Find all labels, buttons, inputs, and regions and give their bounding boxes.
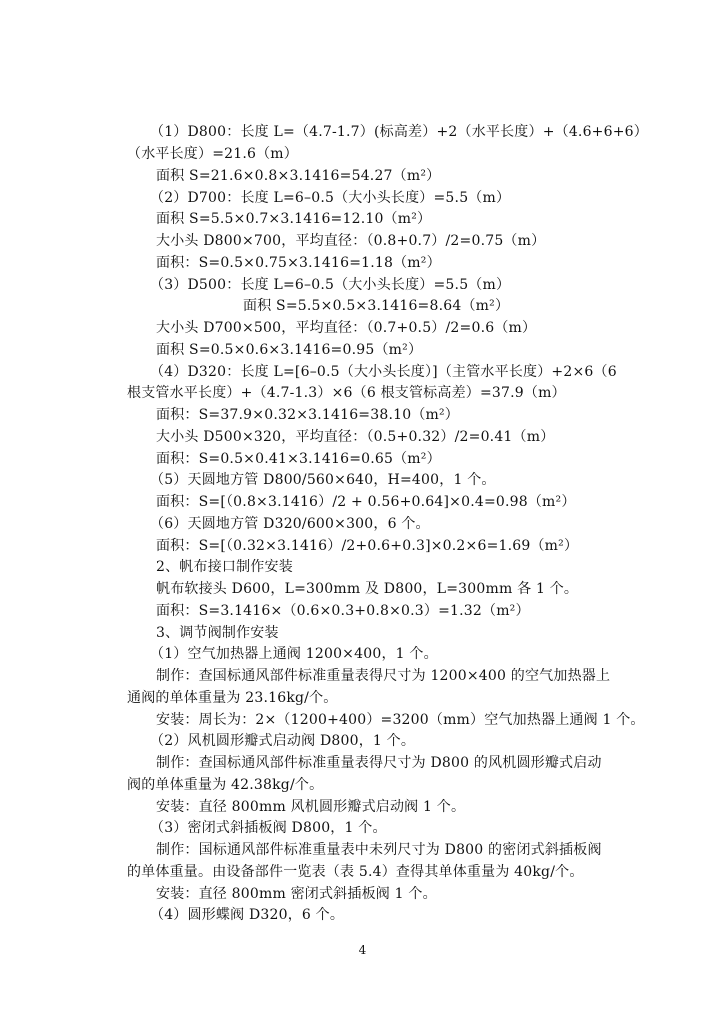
text-line: 安装：周长为：2×（1200+400）=3200（mm）空气加热器上通阀 1 个。 bbox=[156, 712, 645, 728]
text-line: 面积 S=5.5×0.7×3.1416=12.10（m²） bbox=[156, 211, 432, 227]
text-line: 面积：S=[（0.8×3.1416）/2 + 0.56+0.64]×0.4=0.98（m²） bbox=[156, 494, 576, 510]
text-line: （6）天圆地方管 D320/600×300，6 个。 bbox=[150, 516, 430, 532]
text-line: （4）D320：长度 L=[6–0.5（大小头长度）]（主管水平长度）+2×6（6 bbox=[150, 364, 617, 380]
text-line: 通阀的单体重量为 23.16kg/个。 bbox=[127, 690, 338, 706]
text-line: 面积 S=0.5×0.6×3.1416=0.95（m²） bbox=[156, 342, 423, 358]
text-line: （水平长度）=21.6（m） bbox=[127, 146, 298, 162]
text-line: 安装：直径 800mm 密闭式斜插板阀 1 个。 bbox=[156, 886, 437, 902]
text-line: （5）天圆地方管 D800/560×640，H=400，1 个。 bbox=[150, 472, 496, 488]
text-line: 帆布软接头 D600，L=300mm 及 D800，L=300mm 各 1 个。 bbox=[156, 581, 579, 597]
section-heading: 2、帆布接口制作安装 bbox=[156, 559, 293, 575]
text-line: 的单体重量。由设备部件一览表（表 5.4）查得其单体重量为 40kg/个。 bbox=[127, 864, 584, 880]
text-line: 面积：S=0.5×0.75×3.1416=1.18（m²） bbox=[156, 255, 441, 271]
text-line: （4）圆形蝶阀 D320，6 个。 bbox=[150, 907, 345, 923]
text-line: （3）密闭式斜插板阀 D800，1 个。 bbox=[150, 820, 387, 836]
text-line: （3）D500：长度 L=6–0.5（大小头长度）=5.5（m） bbox=[150, 277, 511, 293]
text-line: （1）空气加热器上通阀 1200×400，1 个。 bbox=[150, 646, 438, 662]
page-number: 4 bbox=[358, 943, 367, 957]
text-line: 制作：查国标通风部件标准重量表得尺寸为 1200×400 的空气加热器上 bbox=[156, 668, 611, 684]
text-line: 大小头 D700×500，平均直径：（0.7+0.5）/2=0.6（m） bbox=[156, 320, 537, 336]
text-line: 制作：国标通风部件标准重量表中未列尺寸为 D800 的密闭式斜插板阀 bbox=[156, 842, 602, 858]
text-line: 大小头 D500×320，平均直径：（0.5+0.32）/2=0.41（m） bbox=[156, 429, 555, 445]
text-line: 面积 S=21.6×0.8×3.1416=54.27（m²） bbox=[156, 168, 441, 184]
section-heading: 3、调节阀制作安装 bbox=[156, 625, 279, 641]
text-line: （1）D800：长度 L=（4.7-1.7）(标高差）+2（水平长度）+（4.6+6+6） bbox=[150, 124, 648, 140]
text-line: 阀的单体重量为 42.38kg/个。 bbox=[127, 777, 324, 793]
text-line: 面积：S=3.1416×（0.6×0.3+0.8×0.3）=1.32（m²） bbox=[156, 603, 530, 619]
text-line: 根支管水平长度）+（4.7-1.3）×6（6 根支管标高差）=37.9（m） bbox=[127, 385, 566, 401]
text-line: 制作：查国标通风部件标准重量表得尺寸为 D800 的风机圆形瓣式启动 bbox=[156, 755, 602, 771]
text-line: 面积 S=5.5×0.5×3.1416=8.64（m²） bbox=[243, 298, 510, 314]
text-line: 安装：直径 800mm 风机圆形瓣式启动阀 1 个。 bbox=[156, 799, 466, 815]
text-line: （2）风机圆形瓣式启动阀 D800，1 个。 bbox=[150, 733, 416, 749]
text-line: 面积：S=37.9×0.32×3.1416=38.10（m²） bbox=[156, 407, 460, 423]
text-line: （2）D700：长度 L=6–0.5（大小头长度）=5.5（m） bbox=[150, 190, 511, 206]
text-line: 面积：S=0.5×0.41×3.1416=0.65（m²） bbox=[156, 451, 441, 467]
text-line: 大小头 D800×700，平均直径：（0.8+0.7）/2=0.75（m） bbox=[156, 233, 546, 249]
text-line: 面积：S=[（0.32×3.1416）/2+0.6+0.3]×0.2×6=1.69（m²） bbox=[156, 538, 579, 554]
